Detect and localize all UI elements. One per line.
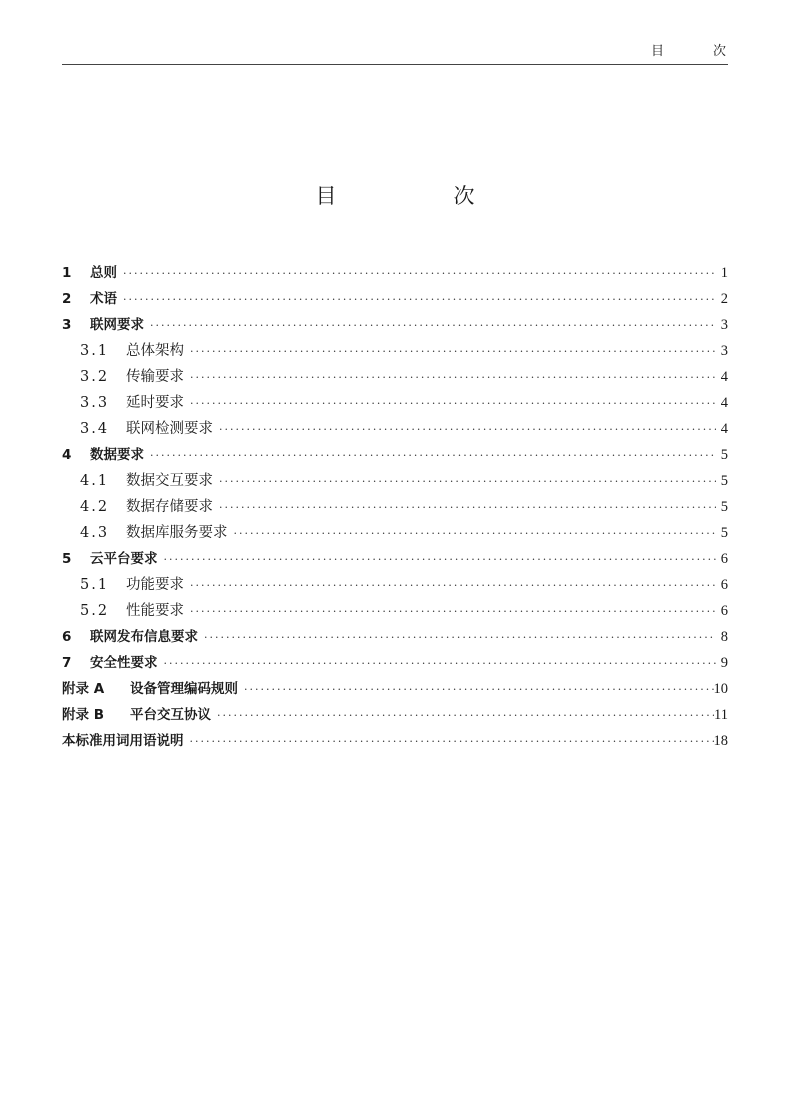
toc-entry-label: 总则 (90, 265, 117, 281)
toc-entry-label: 联网发布信息要求 (90, 629, 198, 645)
toc-entry[interactable] (62, 625, 728, 651)
toc-dot-leader (188, 579, 716, 592)
toc-entry-page-number: 5 (720, 525, 728, 541)
toc-entry[interactable] (62, 729, 728, 755)
toc-entry-label: 数据交互要求 (126, 473, 213, 489)
toc-entry-number: 3.4 (80, 421, 110, 437)
toc-dot-leader (121, 267, 716, 280)
toc-entry-label: 联网要求 (90, 317, 144, 333)
toc-entry-page-number: 4 (720, 421, 728, 437)
toc-entry-number: 5.2 (80, 603, 110, 619)
toc-entry-page-number: 11 (714, 707, 728, 723)
toc-entry-page-number: 3 (720, 317, 728, 333)
toc-entry-label: 平台交互协议 (130, 707, 211, 723)
toc-dot-leader (121, 293, 716, 306)
toc-entry-label: 数据存储要求 (126, 499, 213, 515)
table-of-contents (62, 261, 728, 755)
toc-entry-page-number: 4 (720, 369, 728, 385)
toc-entry[interactable] (62, 651, 728, 677)
toc-dot-leader (232, 527, 717, 540)
toc-entry-label: 数据要求 (90, 447, 144, 463)
toc-entry[interactable] (62, 703, 728, 729)
toc-entry-page-number: 3 (720, 343, 728, 359)
toc-entry-page-number: 18 (713, 733, 728, 749)
toc-dot-leader (162, 657, 717, 670)
toc-entry-number: 3 (62, 317, 72, 333)
toc-dot-leader (242, 683, 714, 696)
toc-entry-label: 本标准用词用语说明 (62, 733, 184, 749)
toc-entry-number: 5 (62, 551, 72, 567)
toc-entry[interactable] (62, 365, 728, 391)
toc-entry-number: 5.1 (80, 577, 110, 593)
toc-entry[interactable] (62, 391, 728, 417)
toc-entry-number: 3.1 (80, 343, 110, 359)
toc-dot-leader (162, 553, 717, 566)
toc-entry[interactable] (62, 495, 728, 521)
toc-entry-page-number: 1 (720, 265, 728, 281)
page-title: 目 次 (315, 184, 523, 208)
toc-entry-number: 3.3 (80, 395, 110, 411)
toc-entry-number: 附录 A (62, 681, 105, 697)
toc-entry-label: 延时要求 (126, 395, 184, 411)
toc-entry-number: 3.2 (80, 369, 110, 385)
toc-dot-leader (188, 371, 716, 384)
toc-entry-label: 功能要求 (126, 577, 184, 593)
toc-entry-number: 1 (62, 265, 72, 281)
running-header-title: 目 次 (650, 44, 744, 59)
toc-dot-leader (188, 345, 716, 358)
toc-entry-page-number: 6 (720, 577, 728, 593)
toc-entry-page-number: 5 (720, 499, 728, 515)
toc-entry[interactable] (62, 261, 728, 287)
toc-dot-leader (148, 449, 716, 462)
running-header (62, 34, 744, 65)
toc-entry-page-number: 5 (720, 447, 728, 463)
toc-entry-label: 术语 (90, 291, 117, 307)
toc-entry[interactable] (62, 313, 728, 339)
toc-entry-page-number: 2 (720, 291, 728, 307)
toc-entry-number: 4.2 (80, 499, 110, 515)
toc-entry[interactable] (62, 339, 728, 365)
toc-entry-page-number: 10 (713, 681, 728, 697)
toc-entry-label: 性能要求 (126, 603, 184, 619)
toc-entry[interactable] (62, 443, 728, 469)
toc-entry[interactable] (62, 287, 728, 313)
toc-entry-number: 4.1 (80, 473, 110, 489)
toc-dot-leader (148, 319, 716, 332)
toc-dot-leader (202, 631, 716, 644)
toc-entry[interactable] (62, 521, 728, 547)
toc-dot-leader (188, 397, 716, 410)
toc-dot-leader (188, 735, 714, 748)
toc-entry[interactable] (62, 547, 728, 573)
toc-entry-label: 联网检测要求 (126, 421, 213, 437)
toc-entry-number: 4.3 (80, 525, 110, 541)
toc-dot-leader (217, 423, 716, 436)
toc-entry-number: 6 (62, 629, 72, 645)
toc-entry-number: 附录 B (62, 707, 104, 723)
toc-entry-number: 7 (62, 655, 72, 671)
toc-entry[interactable] (62, 677, 728, 703)
toc-dot-leader (217, 475, 716, 488)
toc-entry-page-number: 8 (720, 629, 728, 645)
toc-entry[interactable] (62, 573, 728, 599)
toc-entry-number: 2 (62, 291, 72, 307)
toc-entry-page-number: 6 (720, 603, 728, 619)
toc-entry-label: 数据库服务要求 (126, 525, 228, 541)
toc-entry-page-number: 9 (720, 655, 728, 671)
toc-entry-label: 云平台要求 (90, 551, 158, 567)
toc-dot-leader (188, 605, 716, 618)
toc-entry-label: 传输要求 (126, 369, 184, 385)
toc-entry[interactable] (62, 599, 728, 625)
toc-dot-leader (217, 501, 716, 514)
toc-entry-label: 总体架构 (126, 343, 184, 359)
toc-entry-number: 4 (62, 447, 72, 463)
toc-entry-page-number: 5 (720, 473, 728, 489)
toc-entry-page-number: 4 (720, 395, 728, 411)
toc-dot-leader (215, 709, 714, 722)
toc-entry[interactable] (62, 469, 728, 495)
toc-entry-page-number: 6 (720, 551, 728, 567)
toc-entry[interactable] (62, 417, 728, 443)
toc-entry-label: 设备管理编码规则 (130, 681, 238, 697)
toc-entry-label: 安全性要求 (90, 655, 158, 671)
